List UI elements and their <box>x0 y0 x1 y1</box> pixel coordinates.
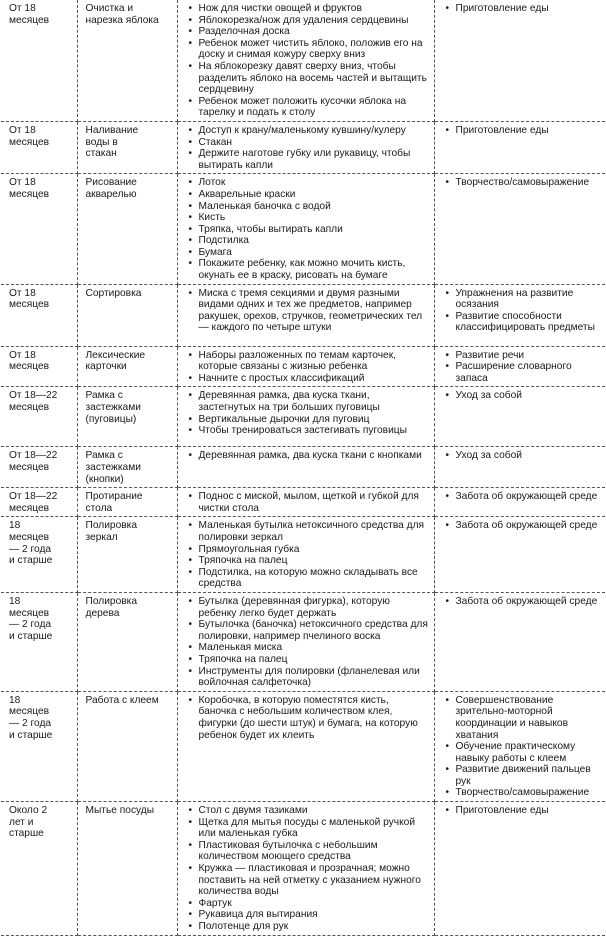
materials-item: • Щетка для мытья посуды с маленькой ручкой или маленькая губка <box>186 817 430 840</box>
materials-item: • На яблокорезку давят сверху вниз, чтобы разделить яблоко на восемь частей и вытащить сердцевину <box>186 61 430 96</box>
materials-item: • Нож для чистки овощей и фруктов <box>186 3 430 15</box>
materials-cell <box>177 447 434 488</box>
goals-item: • Обучение практическому навыку работы с клеем <box>443 741 602 764</box>
table-row <box>1 284 605 346</box>
activity-text: Полировка дерева <box>85 595 137 619</box>
goals-cell <box>434 387 605 447</box>
age-text: От 18 месяцев <box>9 287 50 311</box>
materials-list <box>186 805 430 933</box>
materials-cell <box>177 174 434 284</box>
goals-list <box>443 350 602 385</box>
materials-item: • Маленькая бутылка нетоксичного средства для полировки зеркал <box>186 520 430 543</box>
materials-item: • Ребенок может чистить яблоко, положив его на доску и снимая кожуру сверху вниз <box>186 38 430 61</box>
age-cell <box>1 592 77 691</box>
activity-cell <box>77 802 177 936</box>
age-cell <box>1 691 77 801</box>
age-text: От 18—22 месяцев <box>9 390 58 414</box>
activity-text: Полировка зеркал <box>85 520 137 543</box>
materials-item: • Полотенце для рук <box>186 921 430 933</box>
table-row <box>1 488 605 517</box>
activity-table-body <box>1 0 605 935</box>
activity-cell <box>77 284 177 346</box>
materials-cell <box>177 517 434 593</box>
age-text: 18 месяцев — 2 года и старше <box>9 520 53 567</box>
materials-item: • Кружка — пластиковая и прозрачная; можно поставить на ней отметку с указанием нужного количества воды <box>186 863 430 898</box>
table-row <box>1 447 605 488</box>
activity-cell <box>77 0 177 121</box>
activity-cell <box>77 447 177 488</box>
materials-item: • Тряпка, чтобы вытирать капли <box>186 224 430 236</box>
table-row <box>1 346 605 387</box>
materials-item: • Тряпочка на палец <box>186 654 430 666</box>
materials-item: • Бумага <box>186 247 430 259</box>
materials-item: • Наборы разложенных по темам карточек, которые связаны с жизнью ребенка <box>186 350 430 373</box>
table-row <box>1 691 605 801</box>
goals-item: • Уход за собой <box>443 390 602 402</box>
goals-cell <box>434 592 605 691</box>
goals-item: • Уход за собой <box>443 450 602 462</box>
goals-list <box>443 805 602 817</box>
materials-item: • Чтобы тренироваться застегивать пуговицы <box>186 425 430 437</box>
age-cell <box>1 447 77 488</box>
materials-item: • Вертикальные дырочки для пуговиц <box>186 414 430 426</box>
goals-list <box>443 491 602 503</box>
materials-cell <box>177 0 434 121</box>
activity-text: Очистка и нарезка яблока <box>85 3 159 26</box>
goals-list <box>443 695 602 799</box>
goals-item: • Расширение словарного запаса <box>443 361 602 384</box>
materials-item: • Миска с тремя секциями и двумя разными видами одних и тех же предметов, например ракушек, орехов, стручков, геометрических тел — каждого по четыре штуки <box>186 288 430 334</box>
age-text: От 18—22 месяцев <box>9 450 58 474</box>
activity-table <box>1 0 605 936</box>
goals-item: • Забота об окружающей среде <box>443 491 602 503</box>
activity-text: Протирание стола <box>85 491 143 514</box>
materials-item: • Доступ к крану/маленькому кувшину/кулеру <box>186 125 430 137</box>
materials-cell <box>177 387 434 447</box>
materials-list <box>186 125 430 171</box>
materials-cell <box>177 346 434 387</box>
activity-text: Наливание воды в стакан <box>85 124 139 160</box>
materials-list <box>186 491 430 514</box>
activity-cell <box>77 592 177 691</box>
age-cell <box>1 284 77 346</box>
materials-item: • Подстилка, на которую можно складывать все средства <box>186 567 430 590</box>
goals-list <box>443 3 602 15</box>
materials-list <box>186 596 430 689</box>
table-row <box>1 0 605 121</box>
goals-list <box>443 288 602 334</box>
materials-item: • Разделочная доска <box>186 26 430 38</box>
table-row <box>1 517 605 593</box>
table-row <box>1 174 605 284</box>
age-text: 18 месяцев — 2 года и старше <box>9 595 53 642</box>
goals-cell <box>434 488 605 517</box>
materials-item: • Прямоугольная губка <box>186 544 430 556</box>
materials-cell <box>177 592 434 691</box>
materials-item: • Лоток <box>186 177 430 189</box>
activity-cell <box>77 691 177 801</box>
age-cell <box>1 0 77 121</box>
materials-item: • Ребенок может положить кусочки яблока на тарелку и подать к столу <box>186 96 430 119</box>
activity-cell <box>77 121 177 173</box>
activity-cell <box>77 346 177 387</box>
materials-list <box>186 450 430 462</box>
materials-list <box>186 177 430 281</box>
goals-item: • Развитие способности классифицировать предметы <box>443 311 602 334</box>
age-text: От 18 месяцев <box>9 177 50 200</box>
materials-item: • Подстилка <box>186 235 430 247</box>
materials-item: • Маленькая баночка с водой <box>186 201 430 213</box>
table-row <box>1 121 605 173</box>
age-text: От 18 месяцев <box>9 124 50 148</box>
goals-cell <box>434 802 605 936</box>
materials-item: • Инструменты для полировки (фланелевая или войлочная салфеточка) <box>186 666 430 689</box>
age-cell <box>1 346 77 387</box>
goals-cell <box>434 691 605 801</box>
age-cell <box>1 174 77 284</box>
goals-list <box>443 450 602 462</box>
materials-list <box>186 288 430 334</box>
goals-item: • Забота об окружающей среде <box>443 596 602 608</box>
materials-cell <box>177 284 434 346</box>
goals-item: • Совершенствование зрительно-моторной координации и навыков хватания <box>443 695 602 741</box>
age-text: 18 месяцев — 2 года и старше <box>9 694 53 741</box>
materials-cell <box>177 121 434 173</box>
materials-item: • Кисть <box>186 212 430 224</box>
activity-cell <box>77 174 177 284</box>
materials-cell <box>177 802 434 936</box>
activity-cell <box>77 488 177 517</box>
age-cell <box>1 488 77 517</box>
goals-cell <box>434 346 605 387</box>
activity-cell <box>77 387 177 447</box>
goals-list <box>443 596 602 608</box>
materials-item: • Бутылочка (баночка) нетоксичного средства для полировки, например пчелиного воска <box>186 619 430 642</box>
activity-text: Мытье посуды <box>85 805 155 817</box>
goals-item: • Приготовление еды <box>443 805 602 817</box>
goals-item: • Творчество/самовыражение <box>443 787 602 799</box>
goals-cell <box>434 0 605 121</box>
materials-cell <box>177 691 434 801</box>
table-row <box>1 802 605 936</box>
table-row <box>1 592 605 691</box>
activity-text: Лексические карточки <box>85 349 146 373</box>
materials-item: • Фартук <box>186 898 430 910</box>
materials-item: • Коробочка, в которую поместятся кисть, баночка с небольшим количеством клея, фигурки (до шести штук) и бумага, на которую ребенок будет их клеить <box>186 695 430 741</box>
materials-item: • Деревянная рамка, два куска ткани, застегнутых на три больших пуговицы <box>186 390 430 413</box>
materials-item: • Стол с двумя тазиками <box>186 805 430 817</box>
goals-item: • Приготовление еды <box>443 125 602 137</box>
materials-item: • Яблокорезка/нож для удаления сердцевины <box>186 15 430 27</box>
materials-item: • Тряпочка на палец <box>186 555 430 567</box>
materials-list <box>186 695 430 741</box>
activity-text: Рамка с застежками (кнопки) <box>85 450 141 485</box>
age-cell <box>1 802 77 936</box>
materials-item: • Держите наготове губку или рукавицу, чтобы вытирать капли <box>186 148 430 171</box>
materials-item: • Покажите ребенку, как можно мочить кисть, окунать ее в краску, рисовать на бумаге <box>186 258 430 281</box>
materials-item: • Акварельные краски <box>186 189 430 201</box>
goals-cell <box>434 174 605 284</box>
age-cell <box>1 121 77 173</box>
activity-text: Сортировка <box>85 287 142 299</box>
goals-cell <box>434 121 605 173</box>
goals-cell <box>434 284 605 346</box>
materials-item: • Стакан <box>186 137 430 149</box>
goals-item: • Развитие движений пальцев рук <box>443 764 602 787</box>
materials-cell <box>177 488 434 517</box>
age-text: От 18 месяцев <box>9 349 50 373</box>
materials-list <box>186 390 430 436</box>
goals-item: • Развитие речи <box>443 350 602 362</box>
goals-item: • Забота об окружающей среде <box>443 520 602 532</box>
age-text: Около 2 лет и старше <box>9 805 48 840</box>
materials-item: • Маленькая миска <box>186 642 430 654</box>
goals-cell <box>434 447 605 488</box>
materials-list <box>186 3 430 119</box>
materials-item: • Пластиковая бутылочка с небольшим количеством моющего средства <box>186 840 430 863</box>
activity-cell <box>77 517 177 593</box>
materials-list <box>186 520 430 590</box>
goals-list <box>443 520 602 532</box>
table-row <box>1 387 605 447</box>
goals-list <box>443 177 602 189</box>
materials-list <box>186 350 430 385</box>
goals-item: • Творчество/самовыражение <box>443 177 602 189</box>
goals-list <box>443 390 602 402</box>
goals-item: • Упражнения на развитие осязания <box>443 288 602 311</box>
materials-item: • Рукавица для вытирания <box>186 909 430 921</box>
age-cell <box>1 517 77 593</box>
goals-item: • Приготовление еды <box>443 3 602 15</box>
materials-item: • Начните с простых классификаций <box>186 373 430 385</box>
goals-cell <box>434 517 605 593</box>
activity-text: Рисование акварелью <box>85 177 137 200</box>
materials-item: • Бутылка (деревянная фигурка), которую ребенку легко будет держать <box>186 596 430 619</box>
age-cell <box>1 387 77 447</box>
materials-item: • Поднос с миской, мылом, щеткой и губкой для чистки стола <box>186 491 430 514</box>
age-text: От 18 месяцев <box>9 3 50 26</box>
activity-text: Работа с клеем <box>85 694 159 706</box>
activity-text: Рамка с застежками (пуговицы) <box>85 390 141 425</box>
goals-list <box>443 125 602 137</box>
age-text: От 18—22 месяцев <box>9 491 58 514</box>
materials-item: • Деревянная рамка, два куска ткани с кнопками <box>186 450 430 462</box>
